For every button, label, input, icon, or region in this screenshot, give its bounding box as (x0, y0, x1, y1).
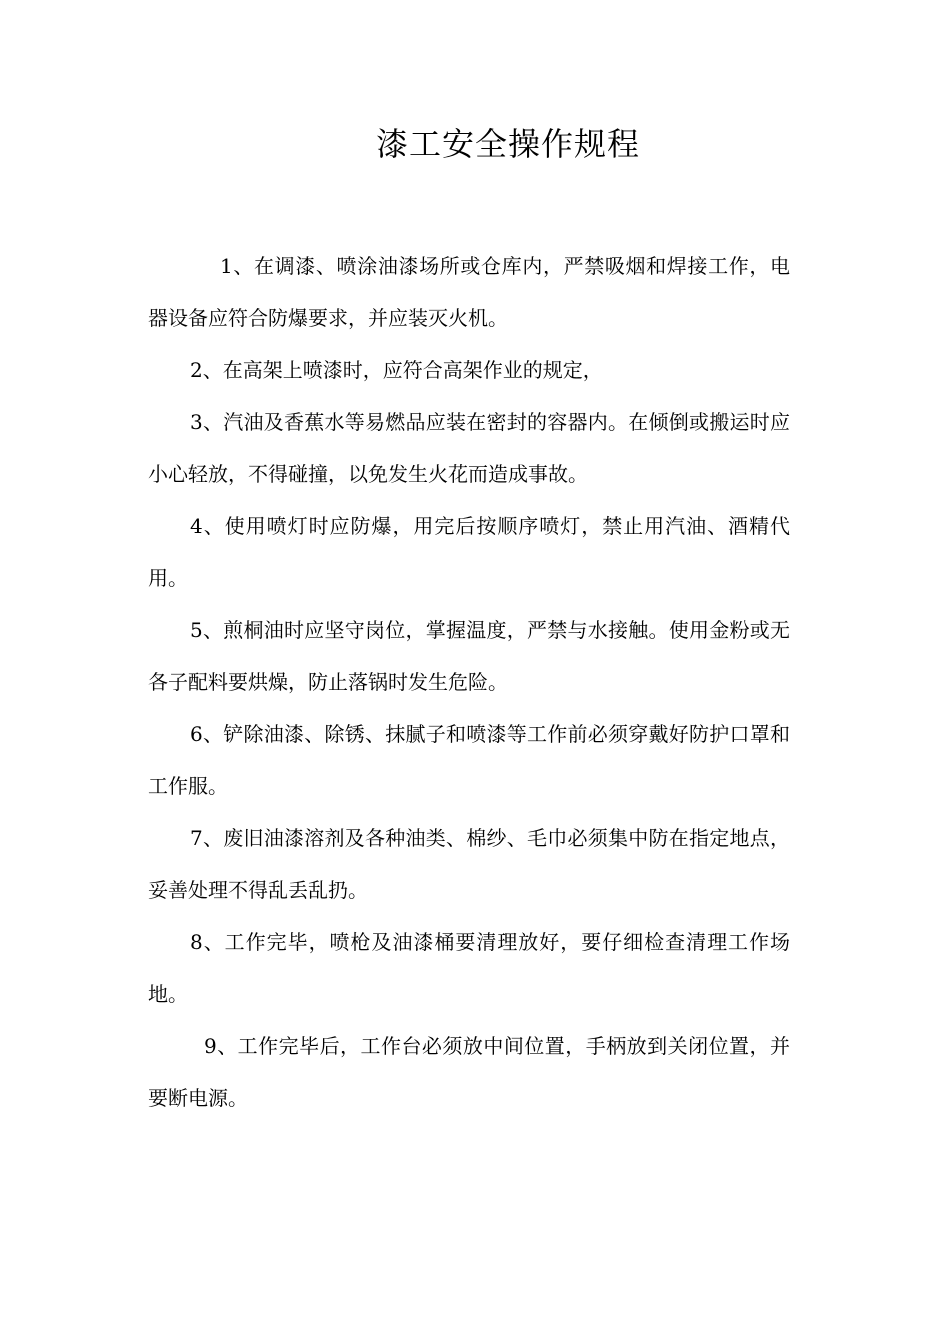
document-body (148, 240, 790, 1124)
rule-paragraph-2: 2、在高架上喷漆时，应符合高架作业的规定， (190, 358, 603, 382)
rule-paragraph-6: 6、铲除油漆、除锈、抹腻子和喷漆等工作前必须穿戴好防护口罩和工作服。 (148, 722, 790, 798)
rule-paragraph-3: 3、汽油及香蕉水等易燃品应装在密封的容器内。在倾倒或搬运时应小心轻放，不得碰撞，以免发生火花而造成事故。 (148, 410, 790, 486)
rule-paragraph-9: 9、工作完毕后，工作台必须放中间位置，手柄放到关闭位置，并要断电源。 (148, 1034, 790, 1110)
rule-paragraph-1: 1、在调漆、喷涂油漆场所或仓库内，严禁吸烟和焊接工作，电器设备应符合防爆要求，并应装灭火机。 (148, 254, 790, 330)
rule-paragraph-5: 5、煎桐油时应坚守岗位，掌握温度，严禁与水接触。使用金粉或无各子配料要烘燥，防止落锅时发生危险。 (148, 618, 790, 694)
rule-paragraph-8: 8、工作完毕，喷枪及油漆桶要清理放好，要仔细检查清理工作场地。 (148, 930, 790, 1006)
rule-paragraph-7: 7、废旧油漆溶剂及各种油类、棉纱、毛巾必须集中防在指定地点，妥善处理不得乱丢乱扔。 (148, 826, 790, 902)
rule-paragraph-4: 4、使用喷灯时应防爆，用完后按顺序喷灯，禁止用汽油、酒精代用。 (148, 514, 790, 590)
page-title: 漆工安全操作规程 (375, 125, 640, 163)
